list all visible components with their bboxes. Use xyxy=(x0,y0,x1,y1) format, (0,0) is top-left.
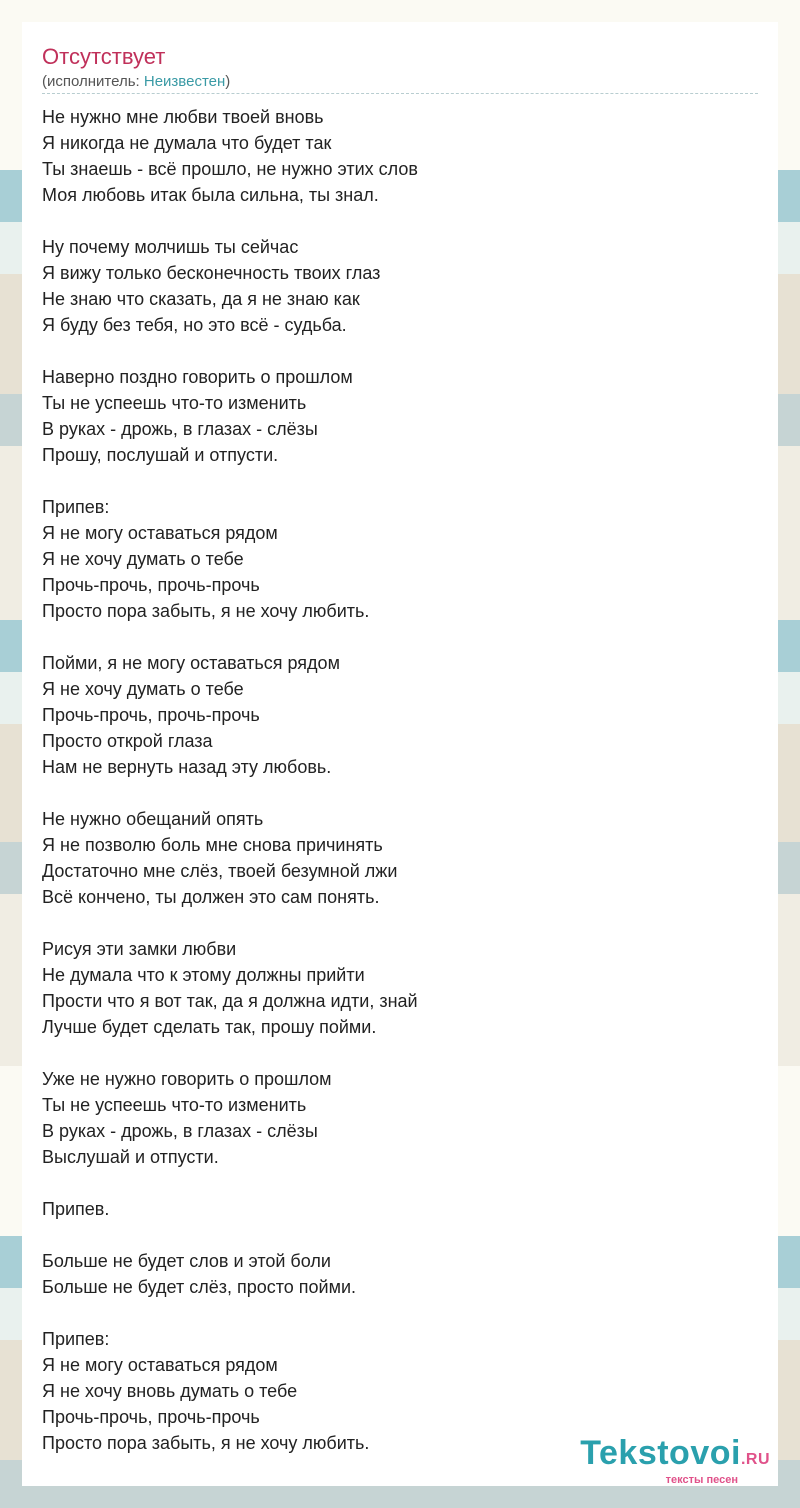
lyrics-line: Пойми, я не могу оставаться рядом xyxy=(42,653,340,673)
lyrics-line: Я не могу оставаться рядом xyxy=(42,1355,278,1375)
lyrics-line: Просто пора забыть, я не хочу любить. xyxy=(42,1433,370,1453)
lyrics-line: Ты не успеешь что-то изменить xyxy=(42,393,307,413)
lyrics-line: Прошу, послушай и отпусти. xyxy=(42,445,279,465)
lyrics-blank-line xyxy=(42,1170,758,1196)
lyrics-line: Лучше будет сделать так, прошу пойми. xyxy=(42,1017,377,1037)
lyrics-line: Не нужно мне любви твоей вновь xyxy=(42,107,324,127)
lyrics-line: Уже не нужно говорить о прошлом xyxy=(42,1069,332,1089)
lyrics-line: Просто открой глаза xyxy=(42,731,213,751)
lyrics-line: Моя любовь итак была сильна, ты знал. xyxy=(42,185,379,205)
lyrics-blank-line xyxy=(42,468,758,494)
lyrics-line: Не знаю что сказать, да я не знаю как xyxy=(42,289,360,309)
title-divider xyxy=(42,93,758,94)
lyrics-text xyxy=(42,104,758,1456)
lyrics-line: Достаточно мне слёз, твоей безумной лжи xyxy=(42,861,398,881)
lyrics-line: Рисуя эти замки любви xyxy=(42,939,237,959)
lyrics-blank-line xyxy=(42,910,758,936)
artist-prefix: (исполнитель: xyxy=(42,73,144,90)
artist-suffix: ) xyxy=(225,73,231,90)
lyrics-line: Ты не успеешь что-то изменить xyxy=(42,1095,307,1115)
lyrics-line: Припев: xyxy=(42,497,110,517)
lyrics-line: Я никогда не думала что будет так xyxy=(42,133,332,153)
lyrics-line: Припев. xyxy=(42,1199,110,1219)
lyrics-line: Больше не будет слов и этой боли xyxy=(42,1251,331,1271)
lyrics-line: Я не позволю боль мне снова причинять xyxy=(42,835,383,855)
lyrics-line: Я не хочу думать о тебе xyxy=(42,549,244,569)
lyrics-line: Я буду без тебя, но это всё - судьба. xyxy=(42,315,347,335)
lyrics-line: Припев: xyxy=(42,1329,110,1349)
lyrics-line: Ты знаешь - всё прошло, не нужно этих слов xyxy=(42,159,418,179)
lyrics-line: Я не хочу думать о тебе xyxy=(42,679,244,699)
lyrics-line: В руках - дрожь, в глазах - слёзы xyxy=(42,419,318,439)
lyrics-line: В руках - дрожь, в глазах - слёзы xyxy=(42,1121,318,1141)
lyrics-card xyxy=(22,22,778,1486)
lyrics-blank-line xyxy=(42,780,758,806)
logo-name: Tekstovoi xyxy=(580,1434,741,1472)
lyrics-line: Не думала что к этому должны прийти xyxy=(42,965,365,985)
lyrics-line: Не нужно обещаний опять xyxy=(42,809,264,829)
lyrics-line: Прочь-прочь, прочь-прочь xyxy=(42,575,260,595)
lyrics-line: Я не могу оставаться рядом xyxy=(42,523,278,543)
lyrics-line: Я вижу только бесконечность твоих глаз xyxy=(42,263,381,283)
song-title: Отсутствует xyxy=(42,44,166,69)
lyrics-blank-line xyxy=(42,1300,758,1326)
lyrics-line: Прости что я вот так, да я должна идти, знай xyxy=(42,991,418,1011)
lyrics-blank-line xyxy=(42,1040,758,1066)
lyrics-line: Ну почему молчишь ты сейчас xyxy=(42,237,299,257)
lyrics-line: Всё кончено, ты должен это сам понять. xyxy=(42,887,380,907)
logo-tld: .RU xyxy=(740,1451,770,1468)
artist-line xyxy=(42,73,230,90)
lyrics-line: Прочь-прочь, прочь-прочь xyxy=(42,705,260,725)
lyrics-line: Прочь-прочь, прочь-прочь xyxy=(42,1407,260,1427)
lyrics-line: Наверно поздно говорить о прошлом xyxy=(42,367,353,387)
lyrics-line: Больше не будет слёз, просто пойми. xyxy=(42,1277,357,1297)
lyrics-line: Я не хочу вновь думать о тебе xyxy=(42,1381,298,1401)
lyrics-line: Нам не вернуть назад эту любовь. xyxy=(42,757,332,777)
lyrics-line: Выслушай и отпусти. xyxy=(42,1147,219,1167)
logo-tagline: тексты песен xyxy=(665,1474,738,1486)
artist-link[interactable]: Неизвестен xyxy=(143,73,226,90)
lyrics-blank-line xyxy=(42,624,758,650)
lyrics-blank-line xyxy=(42,1222,758,1248)
site-logo[interactable] xyxy=(580,1436,770,1486)
lyrics-line: Просто пора забыть, я не хочу любить. xyxy=(42,601,370,621)
lyrics-blank-line xyxy=(42,338,758,364)
lyrics-blank-line xyxy=(42,208,758,234)
